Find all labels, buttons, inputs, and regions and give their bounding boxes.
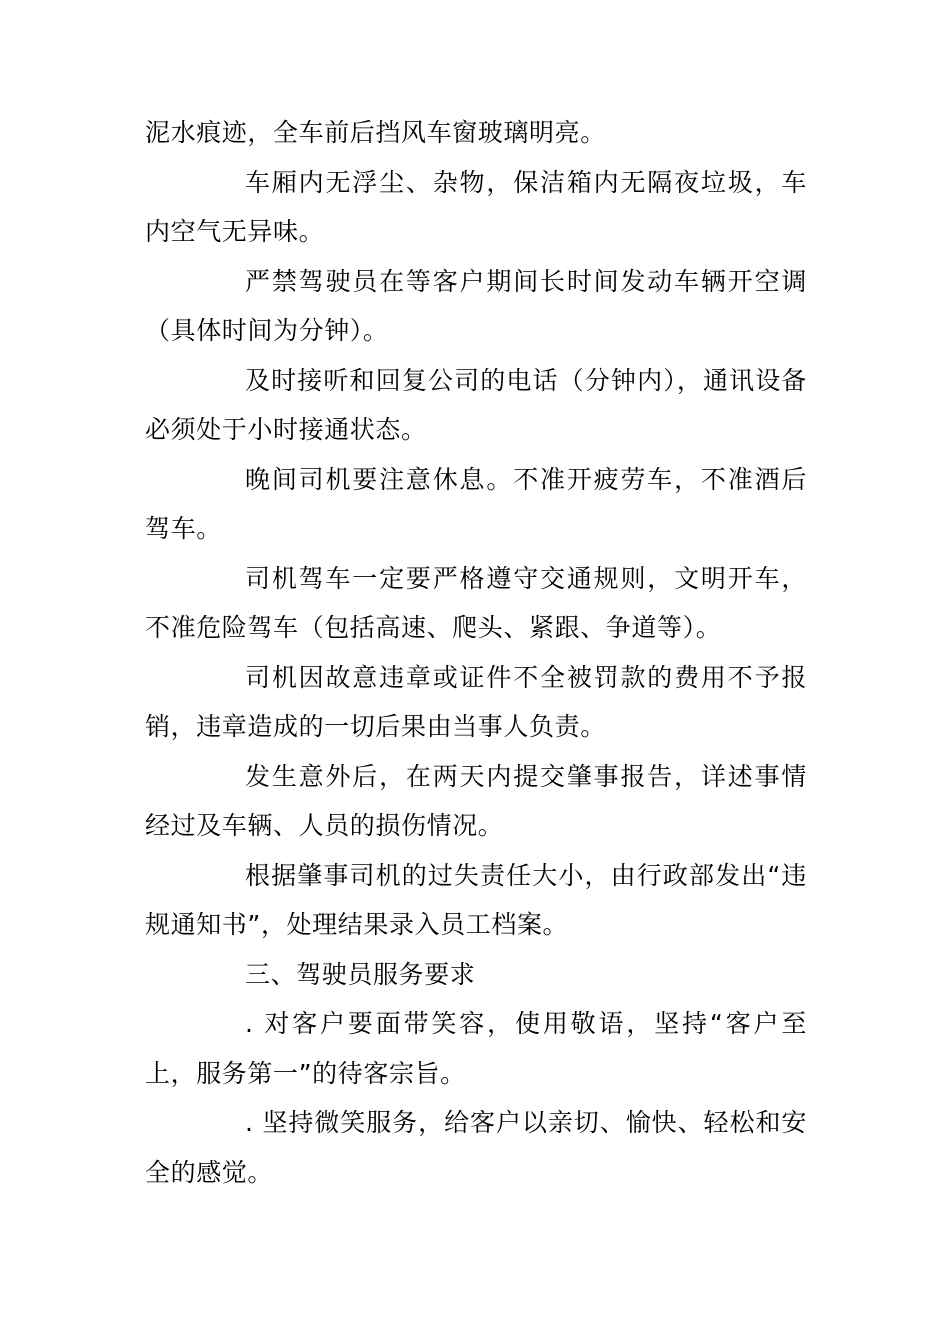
paragraph-2: 车厢内无浮尘、杂物，保洁箱内无隔夜垃圾，车内空气无异味。 (145, 167, 807, 246)
paragraph-1: 泥水痕迹，全车前后挡风车窗玻璃明亮。 (145, 118, 606, 147)
paragraph-5: 晚间司机要注意休息。不准开疲劳车，不准酒后驾车。 (145, 464, 807, 543)
section-heading: 三、驾驶员服务要求 (245, 959, 476, 989)
paragraph-6: 司机驾车一定要严格遵守交通规则，文明开车，不准危险驾车（包括高速、爬头、紧跟、争道等）。 (145, 563, 807, 642)
paragraph-7: 司机因故意违章或证件不全被罚款的费用不予报销，违章造成的一切后果由当事人负责。 (145, 662, 807, 741)
paragraph-11: . 坚持微笑服务，给客户以亲切、愉快、轻松和安全的感觉。 (145, 1108, 807, 1187)
paragraph-10: . 对客户要面带笑容，使用敬语，坚持“客户至上，服务第一”的待客宗旨。 (145, 1009, 807, 1088)
paragraph-8: 发生意外后，在两天内提交肇事报告，详述事情经过及车辆、人员的损伤情况。 (145, 761, 807, 840)
paragraph-4: 及时接听和回复公司的电话（分钟内），通讯设备必须处于小时接通状态。 (145, 365, 807, 444)
document-body (145, 108, 807, 1197)
paragraph-3: 严禁驾驶员在等客户期间长时间发动车辆开空调（具体时间为分钟）。 (145, 266, 807, 345)
paragraph-9: 根据肇事司机的过失责任大小，由行政部发出“违规通知书”，处理结果录入员工档案。 (145, 860, 807, 939)
